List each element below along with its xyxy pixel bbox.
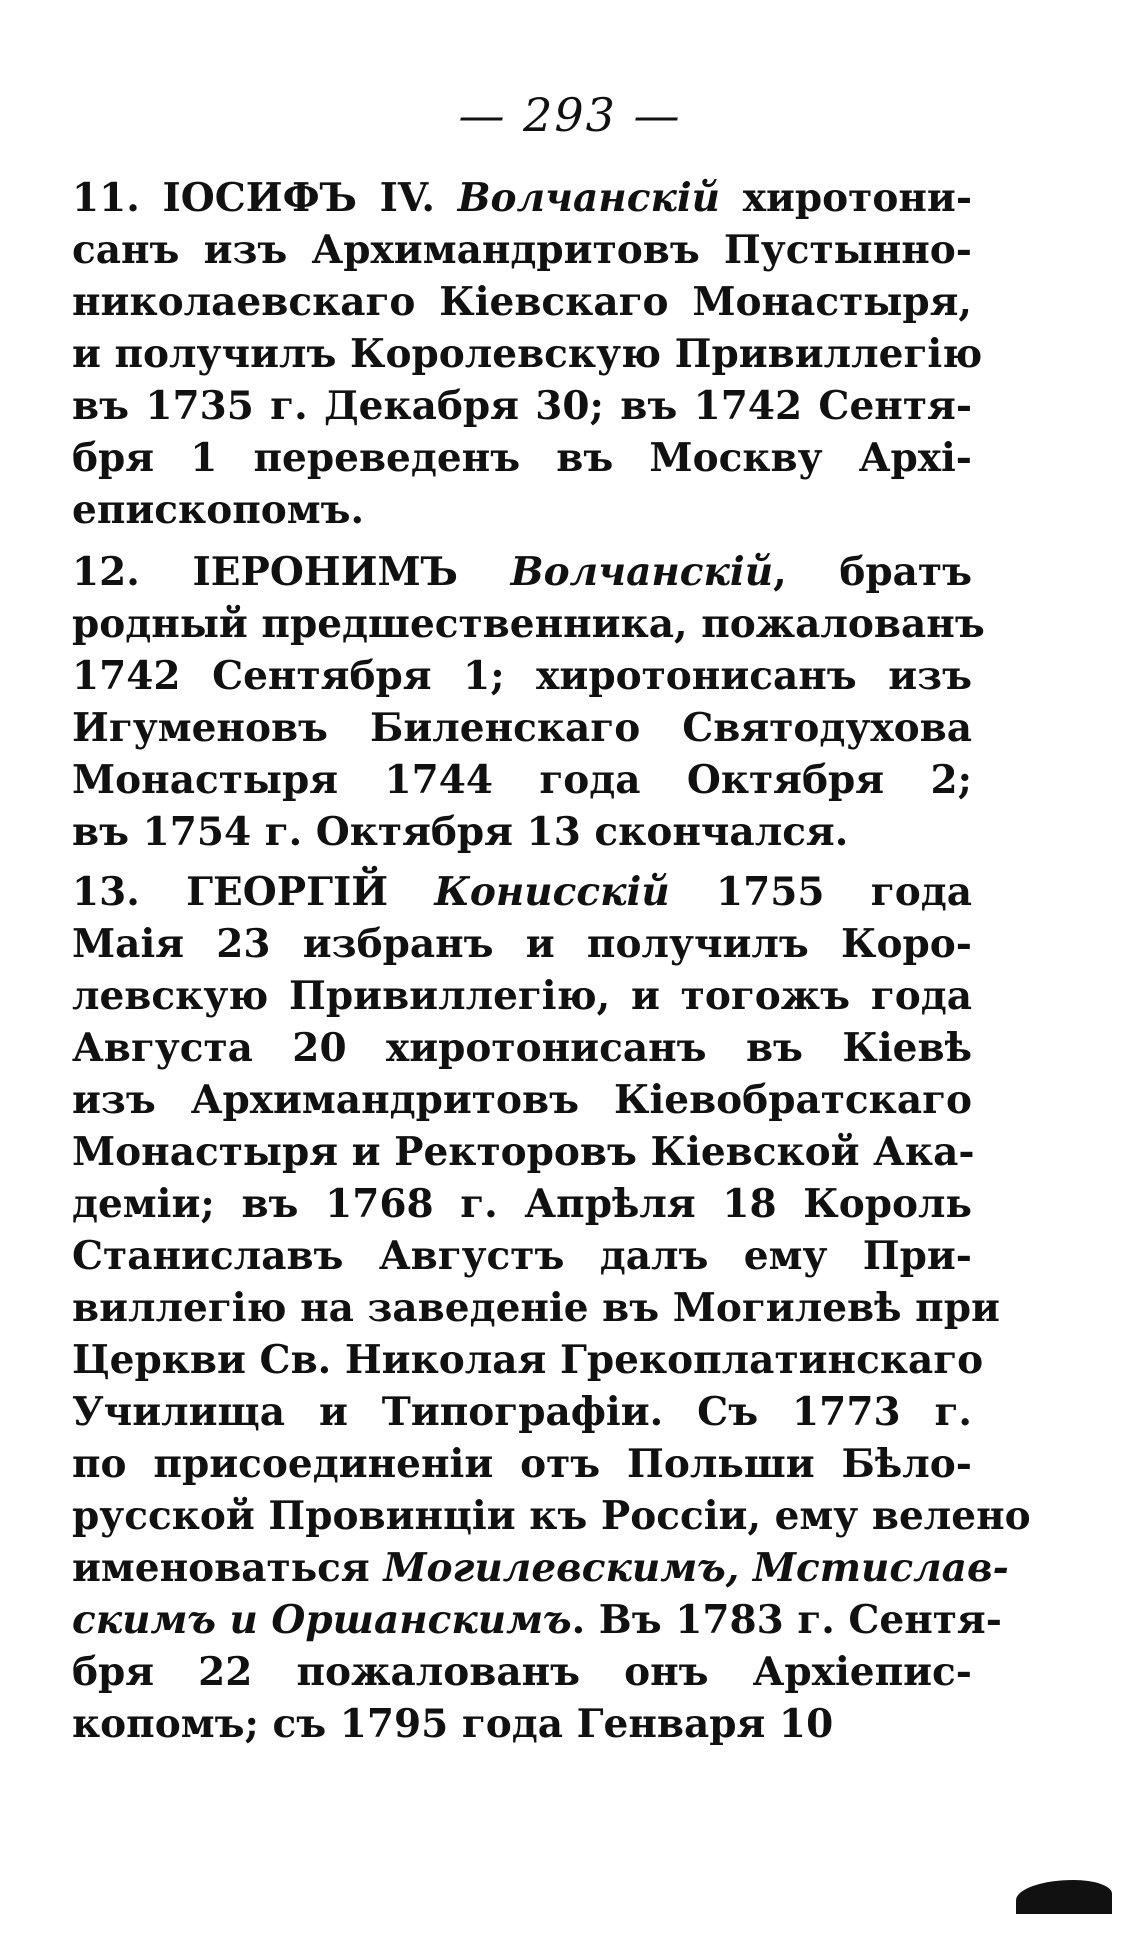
text-segment: бря 1 переведенъ въ Москву Архі- xyxy=(72,435,972,481)
entry-12 xyxy=(72,546,985,858)
italic-text: Конисскій xyxy=(434,869,670,915)
text-line xyxy=(72,1178,972,1230)
text-line xyxy=(72,380,972,432)
text-segment: 1742 Сентября 1; хиротонисанъ изъ xyxy=(72,653,972,699)
text-segment: именоваться xyxy=(72,1545,384,1591)
entry-13 xyxy=(72,866,1031,1750)
text-line xyxy=(72,1230,972,1282)
text-line xyxy=(72,806,972,858)
text-segment: виллегію на заведеніе въ Могилевѣ при xyxy=(72,1285,1000,1331)
text-line xyxy=(72,1594,1002,1646)
text-segment: Августа 20 хиротонисанъ въ Кіевѣ xyxy=(72,1025,972,1071)
text-line xyxy=(72,866,972,918)
text-segment: по присоединеніи отъ Польши Бѣло- xyxy=(72,1441,972,1487)
text-segment: хиротони- xyxy=(720,175,972,221)
entry-11 xyxy=(72,172,983,536)
text-line xyxy=(72,546,972,598)
page-number-header: — 293 — xyxy=(458,88,682,142)
text-line xyxy=(72,1126,975,1178)
text-segment: левскую Привиллегію, и тогожъ года xyxy=(72,973,972,1019)
text-line xyxy=(72,172,972,224)
text-segment: Церкви Св. Николая Грекоплатинскаго xyxy=(72,1337,984,1383)
text-segment: бря 22 пожалованъ онъ Архіепис- xyxy=(72,1649,972,1695)
text-line xyxy=(72,1074,972,1126)
text-segment: изъ Архимандритовъ Кіевобратскаго xyxy=(72,1077,972,1123)
italic-text: Волчанскій xyxy=(457,175,721,221)
text-segment: санъ изъ Архимандритовъ Пустынно- xyxy=(72,227,972,273)
text-segment: въ 1754 г. Октября 13 скончался. xyxy=(72,809,849,855)
text-segment: копомъ; съ 1795 года Генваря 10 xyxy=(72,1701,834,1747)
text-segment: русской Провинціи къ Россіи, ему велено xyxy=(72,1493,1031,1539)
text-line xyxy=(72,484,972,536)
text-segment: родный предшественника, пожалованъ xyxy=(72,601,985,647)
text-segment: деміи; въ 1768 г. Апрѣля 18 Король xyxy=(72,1181,972,1227)
text-line xyxy=(72,432,972,484)
text-line xyxy=(72,1334,984,1386)
text-line xyxy=(72,1438,972,1490)
text-line xyxy=(72,754,972,806)
text-line xyxy=(72,224,972,276)
text-line xyxy=(72,1542,1009,1594)
italic-text: скимъ и Оршанскимъ xyxy=(72,1597,572,1643)
text-line xyxy=(72,702,972,754)
text-segment: Училища и Типографіи. Съ 1773 г. xyxy=(72,1389,972,1435)
text-segment: въ 1735 г. Декабря 30; въ 1742 Сентя- xyxy=(72,383,972,429)
text-line xyxy=(72,328,983,380)
text-line xyxy=(72,1490,1031,1542)
text-line xyxy=(72,276,972,328)
text-segment: Монастыря и Ректоровъ Кіевской Ака- xyxy=(72,1129,975,1175)
italic-text: Могилевскимъ, Мстислав- xyxy=(383,1545,1009,1591)
text-segment: Игуменовъ Биленскаго Святодухова xyxy=(72,705,972,751)
text-line xyxy=(72,1646,972,1698)
text-line xyxy=(72,1022,972,1074)
italic-text: Волчанскій xyxy=(510,549,774,595)
text-line xyxy=(72,598,985,650)
text-segment: 13. ГЕОРГІЙ xyxy=(72,869,435,915)
text-segment: николаевскаго Кіевскаго Монастыря, xyxy=(72,279,972,325)
text-line xyxy=(72,1386,972,1438)
text-segment: и получилъ Королевскую Привиллегію xyxy=(72,331,983,377)
text-line xyxy=(72,650,972,702)
text-segment: 11. ІОСИФЪ IV. xyxy=(72,175,458,221)
text-segment: Монастыря 1744 года Октября 2; xyxy=(72,757,972,803)
text-line xyxy=(72,970,972,1022)
text-segment: Станиславъ Августъ далъ ему При- xyxy=(72,1233,972,1279)
text-line xyxy=(72,1282,1000,1334)
text-segment: епископомъ. xyxy=(72,487,365,533)
text-line xyxy=(72,918,972,970)
text-segment: 12. ІЕРОНИМЪ xyxy=(72,549,511,595)
scan-ink-blot xyxy=(1016,1880,1112,1914)
text-segment: Маія 23 избранъ и получилъ Коро- xyxy=(72,921,972,967)
text-segment: , братъ xyxy=(773,549,972,595)
text-segment: . Въ 1783 г. Сентя- xyxy=(571,1597,1002,1643)
text-line xyxy=(72,1698,972,1750)
text-segment: 1755 года xyxy=(669,869,972,915)
